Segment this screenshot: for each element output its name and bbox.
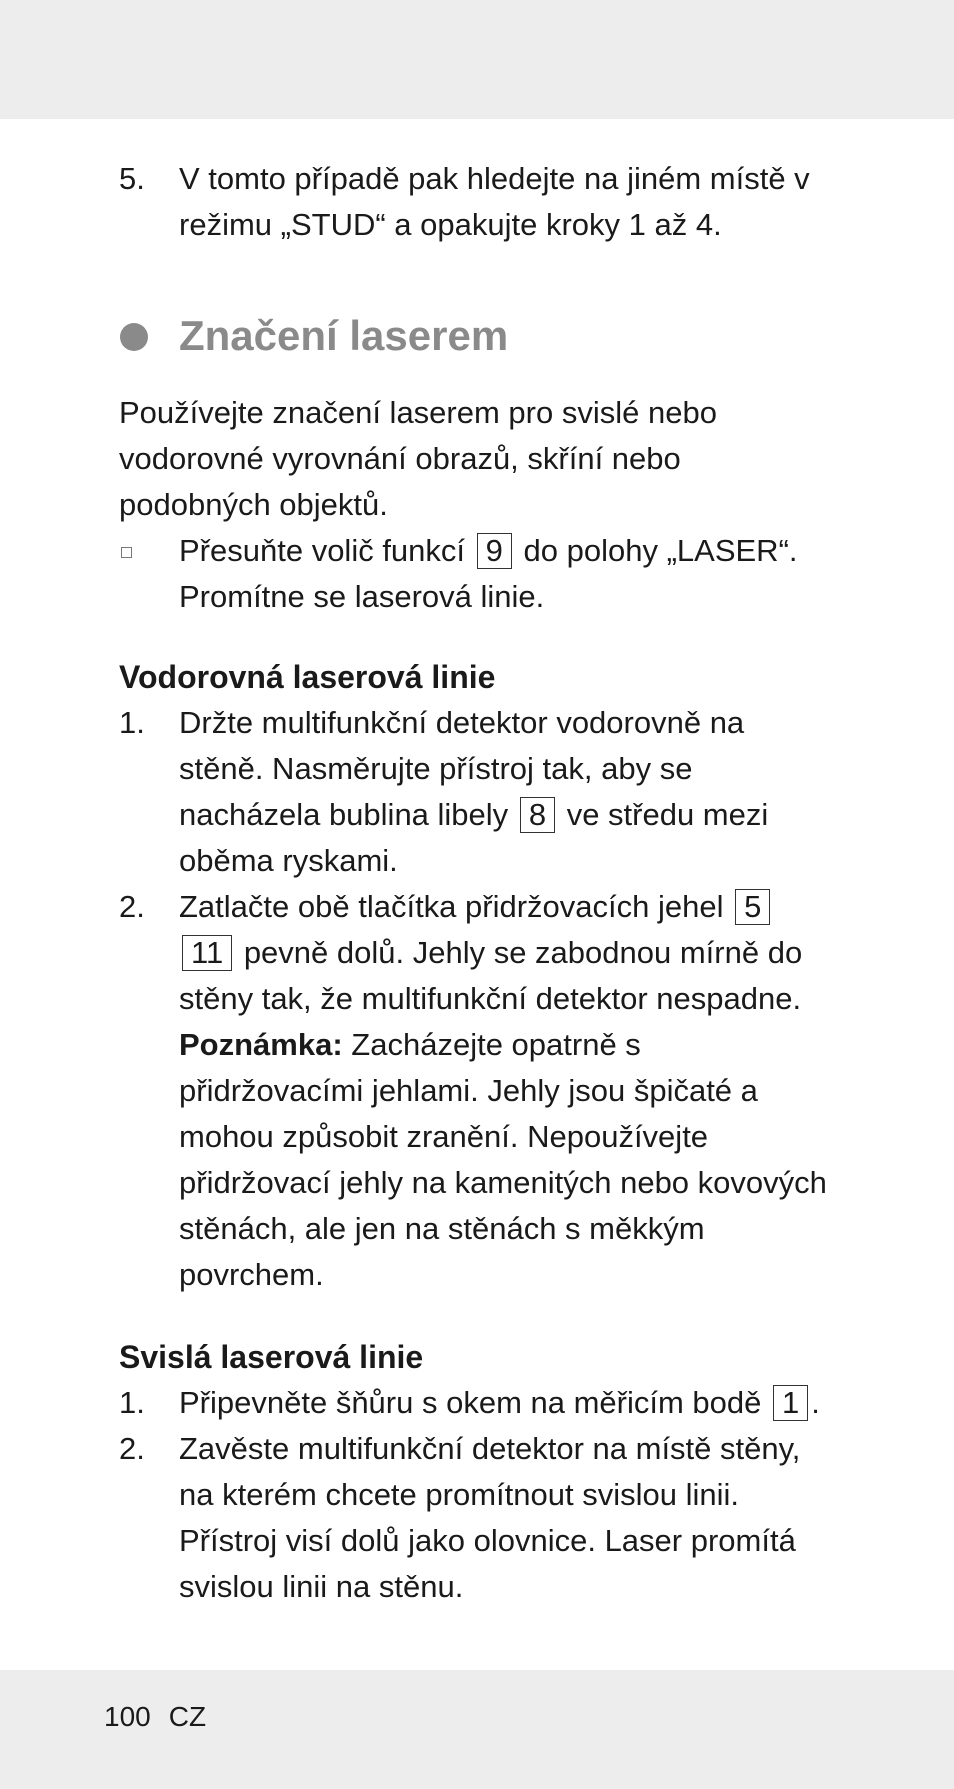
square-bullet-icon	[121, 547, 132, 558]
step-text-after: pevně dolů. Jehly se zabodnou mírně do stěny tak, že multifunkční detektor nespadne.	[179, 935, 803, 1016]
page-content	[119, 156, 829, 1610]
vertical-step-1	[119, 1380, 829, 1426]
note-label: Poznámka:	[179, 1027, 343, 1062]
step-text-before: Připevněte šňůru s okem na měřicím bodě	[179, 1385, 762, 1420]
language-code: CZ	[168, 1701, 207, 1732]
bullet-text-before: Přesuňte volič funkcí	[179, 533, 466, 568]
ref-number-box: 1	[773, 1385, 808, 1421]
page-footer	[104, 1697, 206, 1737]
ref-number-box: 9	[477, 533, 512, 569]
page-number: 100	[104, 1701, 151, 1732]
section-bullet-icon	[120, 323, 148, 351]
step-text-before: Zatlačte obě tlačítka přidržovacích jehel	[179, 889, 724, 924]
section-intro: Používejte značení laserem pro svislé nebo vodorovné vyrovnání obrazů, skříní nebo podobných objektů.	[119, 395, 717, 522]
ref-number-box: 11	[182, 935, 232, 971]
step-5	[119, 156, 829, 248]
step-text-after: ve středu mezi oběma ryskami.	[179, 797, 769, 878]
subheading-vertical: Svislá laserová linie	[119, 1339, 424, 1375]
header-band	[0, 0, 954, 119]
section-title: Značení laserem	[179, 312, 509, 359]
subheading-horizontal: Vodorovná laserová linie	[119, 659, 496, 695]
step-number: 1.	[119, 705, 145, 740]
step-text-before: Držte multifunkční detektor vodorovně na stěně. Nasměrujte přístroj tak, aby se nacházela bublina libely	[179, 705, 745, 832]
note-text: Zacházejte opatrně s přidržovacími jehlami. Jehly jsou špičaté a mohou způsobit zranění. Nepoužívejte přidržovací jehly na kamenitých nebo kovových stěnách, ale jen na stěnách s měkkým povrchem.	[179, 1027, 827, 1292]
bullet-item	[119, 528, 829, 620]
ref-number-box: 5	[735, 889, 770, 925]
section-title-block	[119, 308, 829, 364]
vertical-step-2	[119, 1426, 829, 1610]
horizontal-step-2	[119, 884, 829, 1298]
horizontal-step-1	[119, 700, 829, 884]
bullet-text-after: do polohy „LASER“. Promítne se laserová linie.	[179, 533, 798, 614]
step-text-after: .	[811, 1385, 820, 1420]
step-number: 5.	[119, 161, 145, 196]
step-number: 2.	[119, 889, 145, 924]
step-number: 2.	[119, 1431, 145, 1466]
step-text: V tomto případě pak hledejte na jiném místě v režimu „STUD“ a opakujte kroky 1 až 4.	[179, 161, 810, 242]
ref-number-box: 8	[520, 797, 555, 833]
step-text: Zavěste multifunkční detektor na místě stěny, na kterém chcete promítnout svislou linii. Přístroj visí dolů jako olovnice. Laser promítá svislou linii na stěnu.	[179, 1431, 801, 1604]
step-number: 1.	[119, 1385, 145, 1420]
